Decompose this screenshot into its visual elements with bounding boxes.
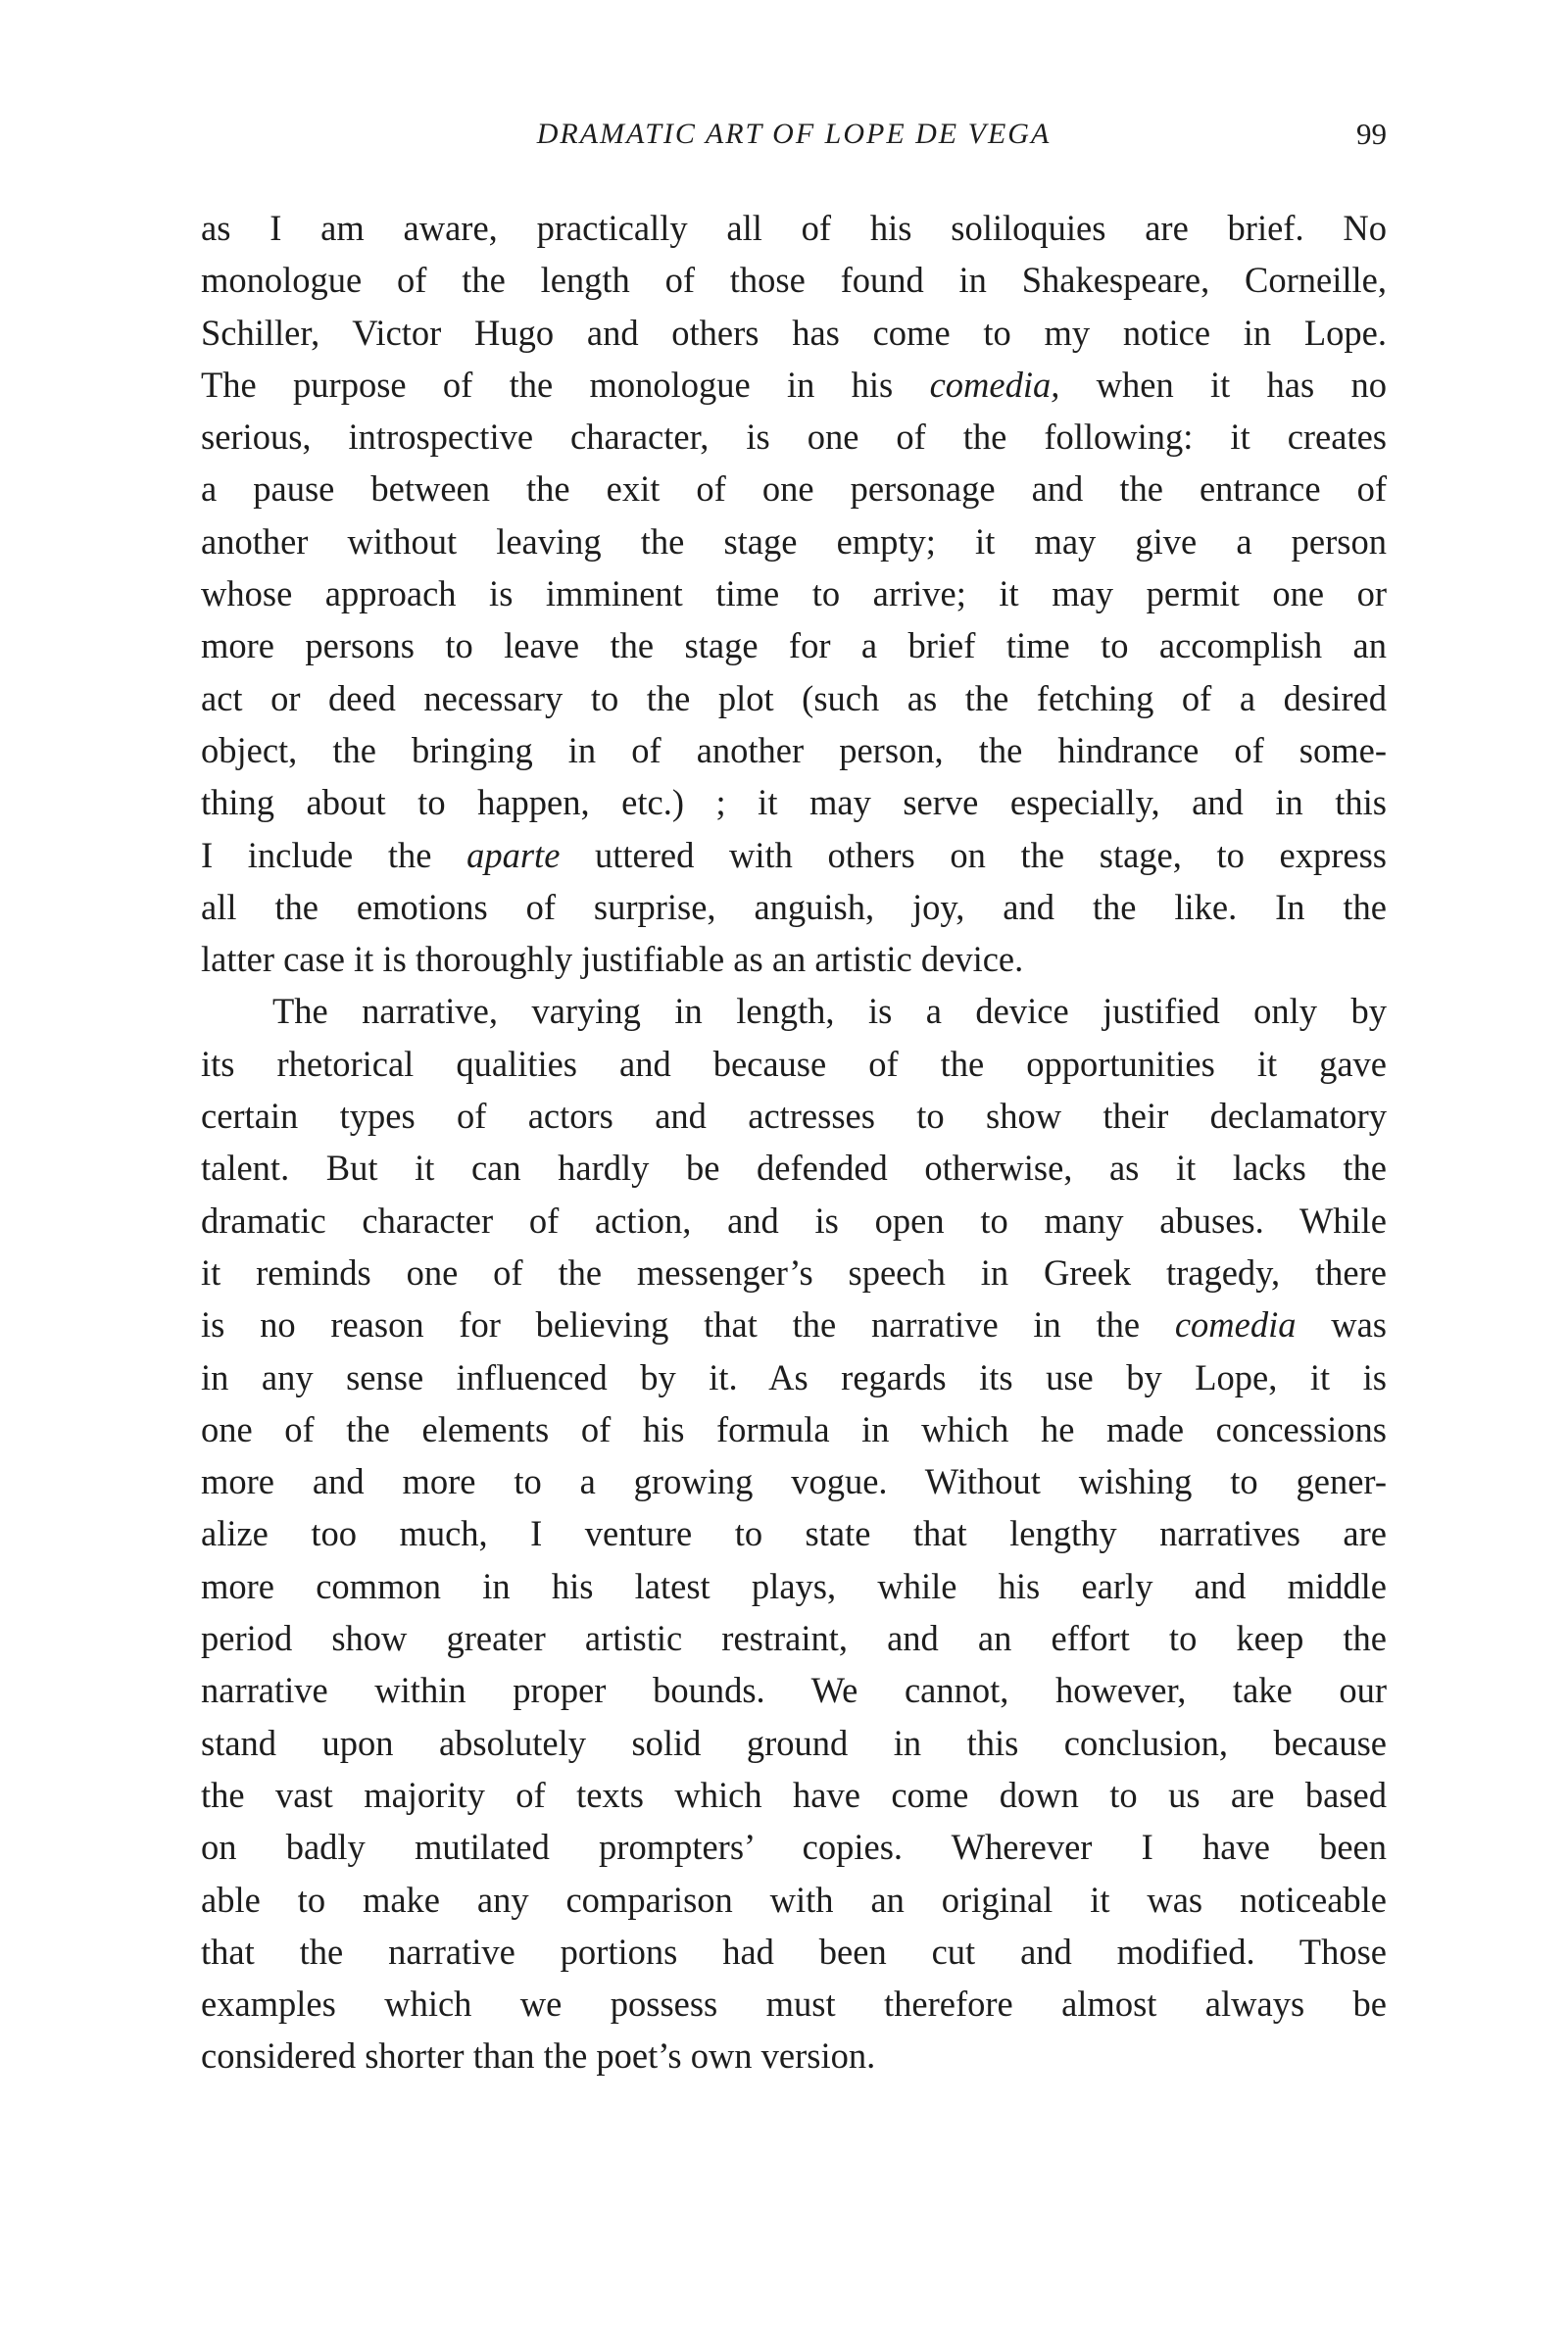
text-segment: it reminds one of the messenger’s speech in Greek tragedy, there <box>201 1251 1387 1293</box>
text-segment: The narrative, varying in length, is a device justified only by <box>272 991 1387 1032</box>
text-line <box>201 1507 1387 1559</box>
italic-term: comedia, <box>929 364 1060 405</box>
text-segment: examples which we possess must therefore almost always be <box>201 1984 1387 2025</box>
text-segment: is no reason for believing that the narrative in the <box>201 1304 1175 1346</box>
text-line <box>201 1664 1387 1716</box>
text-segment: in any sense influenced by it. As regards its use by Lope, it is <box>201 1356 1387 1397</box>
text-segment: period show greater artistic restraint, and an effort to keep the <box>201 1618 1387 1659</box>
text-segment: was <box>1296 1304 1387 1346</box>
text-segment: when it has no <box>1059 364 1387 405</box>
text-segment: The purpose of the monologue in his <box>201 364 930 405</box>
text-line <box>201 672 1387 724</box>
text-segment: thing about to happen, etc.) ; it may serve especially, and in this <box>201 782 1387 823</box>
text-segment: more persons to leave the stage for a brief time to accomplish an <box>201 625 1387 666</box>
text-line <box>201 1090 1387 1142</box>
text-line <box>201 463 1387 514</box>
text-line <box>201 1612 1387 1664</box>
text-line <box>201 359 1387 411</box>
text-segment: all the emotions of surprise, anguish, joy, and the like. In the <box>201 886 1387 927</box>
text-line <box>201 776 1387 828</box>
text-line <box>201 1247 1387 1298</box>
text-segment: one of the elements of his formula in which he made concessions <box>201 1408 1387 1449</box>
text-line <box>201 1403 1387 1455</box>
italic-term: aparte <box>466 834 561 875</box>
text-segment: that the narrative portions had been cut and modified. Those <box>201 1931 1387 1972</box>
page-number: 99 <box>1356 117 1387 151</box>
text-segment: latter case it is thoroughly justifiable as an artistic device. <box>201 939 1024 980</box>
text-segment: more common in his latest plays, while his early and middle <box>201 1565 1387 1606</box>
text-line <box>201 1455 1387 1507</box>
text-segment: Schiller, Victor Hugo and others has come to my notice in Lope. <box>201 312 1387 353</box>
text-line <box>201 881 1387 933</box>
text-line <box>201 1351 1387 1403</box>
paragraph-monologue <box>201 202 1387 985</box>
text-segment: object, the bringing in of another person, the hindrance of some- <box>201 729 1387 770</box>
text-segment: more and more to a growing vogue. Without wishing to gener- <box>201 1461 1387 1502</box>
text-segment: talent. But it can hardly be defended otherwise, as it lacks the <box>201 1148 1387 1189</box>
text-segment: able to make any comparison with an original it was noticeable <box>201 1879 1387 1920</box>
running-head <box>201 110 1387 159</box>
text-segment: another without leaving the stage empty; it may give a person <box>201 520 1387 562</box>
text-segment: stand upon absolutely solid ground in this conclusion, because <box>201 1722 1387 1763</box>
text-line <box>201 1195 1387 1247</box>
text-segment: its rhetorical qualities and because of the opportunities it gave <box>201 1043 1387 1084</box>
text-line <box>201 567 1387 619</box>
text-line <box>201 1038 1387 1090</box>
body-text <box>201 202 1387 2082</box>
text-line <box>201 1978 1387 2030</box>
text-segment: monologue of the length of those found in Shakespeare, Corneille, <box>201 260 1387 301</box>
text-line <box>201 724 1387 776</box>
text-segment: whose approach is imminent time to arrive; it may permit one or <box>201 573 1387 614</box>
text-segment: narrative within proper bounds. We cannot, however, take our <box>201 1670 1387 1711</box>
text-segment: on badly mutilated prompters’ copies. Wherever I have been <box>201 1827 1387 1868</box>
running-title: DRAMATIC ART OF LOPE DE VEGA <box>536 118 1052 150</box>
text-segment: a pause between the exit of one personage and the entrance of <box>201 468 1387 510</box>
text-line <box>201 307 1387 359</box>
text-line <box>201 1560 1387 1612</box>
text-segment: considered shorter than the poet’s own version. <box>201 2035 876 2077</box>
text-line <box>201 1874 1387 1926</box>
text-line <box>201 933 1387 985</box>
italic-term: comedia <box>1174 1304 1297 1346</box>
text-segment: serious, introspective character, is one of the following: it creates <box>201 416 1387 458</box>
text-segment: certain types of actors and actresses to show their declamatory <box>201 1096 1387 1137</box>
text-line <box>201 1769 1387 1821</box>
text-line <box>201 515 1387 567</box>
text-segment: uttered with others on the stage, to express <box>560 834 1387 875</box>
paragraph-narrative <box>201 985 1387 2082</box>
text-line <box>201 1821 1387 1873</box>
text-segment: I include the <box>201 834 467 875</box>
text-line <box>201 1142 1387 1194</box>
text-line <box>201 1298 1387 1350</box>
text-line <box>201 1717 1387 1769</box>
text-line <box>201 619 1387 671</box>
text-line <box>201 1926 1387 1978</box>
text-line <box>201 411 1387 463</box>
text-segment: dramatic character of action, and is open to many abuses. While <box>201 1200 1387 1241</box>
text-segment: alize too much, I venture to state that lengthy narratives are <box>201 1513 1387 1554</box>
text-line <box>201 985 1387 1037</box>
text-segment: the vast majority of texts which have come down to us are based <box>201 1774 1387 1815</box>
text-segment: as I am aware, practically all of his soliloquies are brief. No <box>201 208 1387 248</box>
text-line <box>201 829 1387 881</box>
text-segment: act or deed necessary to the plot (such as the fetching of a desired <box>201 677 1387 718</box>
text-line <box>201 202 1387 254</box>
text-line <box>201 2030 1387 2082</box>
text-line <box>201 254 1387 306</box>
